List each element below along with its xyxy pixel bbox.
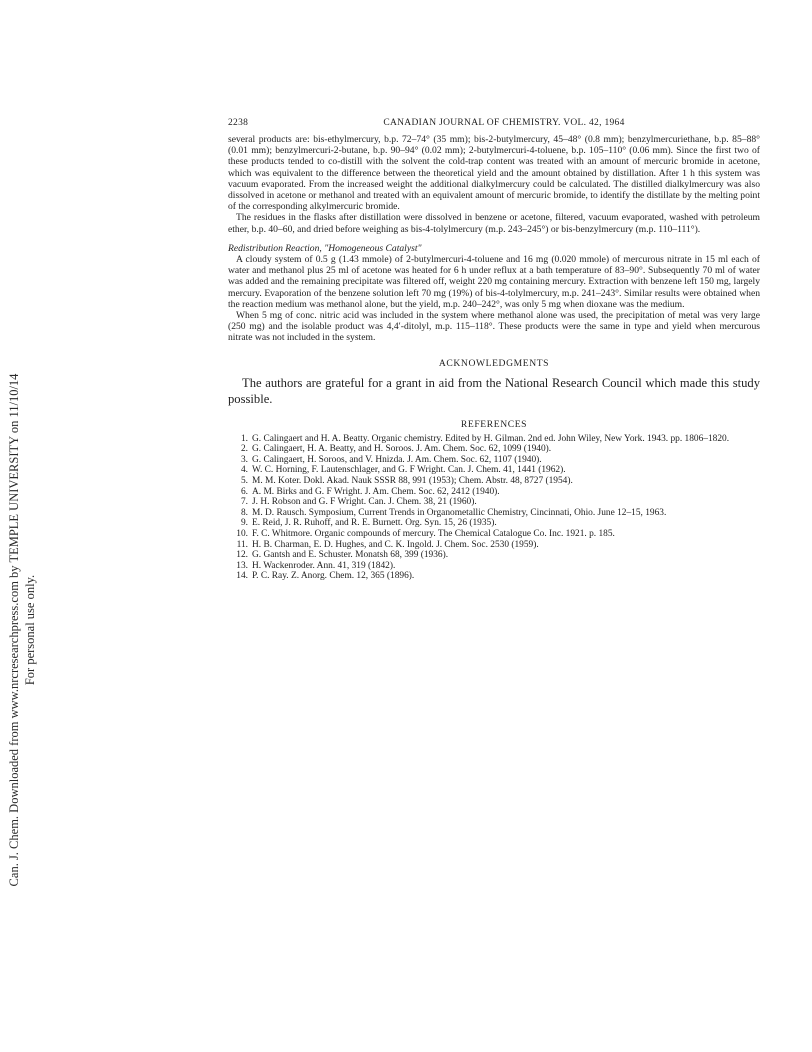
paragraph-residues: The residues in the flasks after distillation were dissolved in benzene or acetone, filtered, vacuum evaporated, washed with petroleum ether, b.p. 40–60, and dried before weighing as bis-4-tolylmercury (m.p. 243–245°) or bis-benzylmercury (m.p. 110–111°). [228,212,760,235]
section-subheading: Redistribution Reaction, "Homogeneous Catalyst" [228,242,422,254]
reference-text: P. C. Ray. Z. Anorg. Chem. 12, 365 (1896). [252,571,415,582]
reference-text: G. Gantsh and E. Schuster. Monatsh 68, 399 (1936). [252,550,449,561]
reference-text: J. H. Robson and G. F Wright. Can. J. Chem. 38, 21 (1960). [252,497,477,508]
reference-text: H. Wackenroder. Ann. 41, 319 (1842). [252,560,396,571]
reference-item [228,540,760,551]
acknowledgments-heading: ACKNOWLEDGMENTS [438,357,550,369]
reference-number: 8. [240,507,248,518]
reference-text: M. D. Rausch. Symposium, Current Trends in Organometallic Chemistry, Cincinnati, Ohio. June 12–15, 1963. [252,507,667,518]
watermark-line-1: Can. J. Chem. Downloaded from www.nrcresearchpress.com by TEMPLE UNIVERSITY on 11/10/14 [7,373,21,887]
reference-item [228,518,760,529]
reference-number: 5. [240,476,248,487]
reference-item [228,455,760,466]
acknowledgments-text: The authors are grateful for a grant in aid from the National Research Council which made this study possible. [228,375,760,406]
reference-text: G. Calingaert, H. A. Beatty, and H. Soroos. J. Am. Chem. Soc. 62, 1099 (1940). [252,444,552,455]
article-page [228,118,760,582]
reference-number: 3. [240,454,248,465]
reference-number: 1. [240,433,248,444]
journal-title: CANADIAN JOURNAL OF CHEMISTRY. VOL. 42, 1964 [383,118,625,128]
reference-item [228,434,760,445]
paragraph-nitric-acid: When 5 mg of conc. nitric acid was included in the system where methanol alone was used, the precipitation of metal was very large (250 mg) and the isolable product was 4,4′-ditolyl, m.p. 115–118°. These products were the same in type and yield when mercurous nitrate was not included in the system. [228,310,760,344]
reference-text: E. Reid, J. R. Ruhoff, and R. E. Burnett. Org. Syn. 15, 26 (1935). [252,518,497,529]
reference-text: H. B. Charman, E. D. Hughes, and C. K. Ingold. J. Chem. Soc. 2530 (1959). [252,539,539,550]
reference-item [228,476,760,487]
reference-item [228,529,760,540]
reference-item [228,444,760,455]
watermark-line-2: For personal use only. [23,574,37,686]
reference-text: F. C. Whitmore. Organic compounds of mercury. The Chemical Catalogue Co. Inc. 1921. p. 185. [252,529,615,539]
paragraph-redistribution: A cloudy system of 0.5 g (1.43 mmole) of 2-butylmercuri-4-toluene and 16 mg (0.020 mmole) of mercurous nitrate in 15 ml each of water and methanol plus 25 ml of acetone was heated for 6 h under reflux at a bath temperature of 83–90°. Subsequently 70 ml of water was added and the remaining precipitate was filtered off, weight 220 mg containing mercury. Extraction with benzene left 150 mg, largely mercury. Evaporation of the benzene solution left 70 mg (19%) of bis-4-tolylmercury, m.p. 241–243°. Similar results were obtained when the reaction medium was methanol alone, but the yield, m.p. 240–242°, was only 5 mg when dioxane was the medium. [228,254,760,310]
reference-text: W. C. Horning, F. Lautenschlager, and G. F Wright. Can. J. Chem. 41, 1441 (1962). [252,465,566,476]
reference-text: G. Calingaert and H. A. Beatty. Organic chemistry. Edited by H. Gilman. 2nd ed. John Wiley, New York. 1943. pp. 1806–1820. [252,433,730,444]
references-heading: REFERENCES [460,418,528,430]
reference-item [228,497,760,508]
reference-item [228,465,760,476]
download-watermark [6,270,40,990]
reference-number: 7. [240,497,248,508]
reference-number: 6. [240,486,248,497]
reference-number: 4. [240,465,248,476]
reference-number: 11. [236,539,248,550]
reference-text: A. M. Birks and G. F Wright. J. Am. Chem. Soc. 62, 2412 (1940). [252,486,500,497]
page-number: 2238 [228,118,249,128]
paragraph-products: several products are: bis-ethylmercury, b.p. 72–74° (35 mm); bis-2-butylmercury, 45–48° (0.8 mm); benzylmercuriethane, b.p. 85–88° (0.01 mm); benzylmercuri-2-butane, b.p. 90–94° (0.02 mm); 2-butylmercuri-4-toluene, b.p. 105–110° (0.06 mm). Since the first two of these products tended to co-distill with the solvent the cold-trap content was treated with an amount of mercuric bromide in acetone, which was equivalent to the difference between the theoretical yield and the amount obtained by distillation. After 1 h this system was vacuum evaporated. From the increased weight the additional dialkylmercury could be calculated. The distilled dialkylmercury was also dissolved in acetone or methanol and treated with an equivalent amount of mercuric bromide, to identify the distillate by the melting point of the corresponding alkylmercuric bromide. [228,134,760,213]
reference-item [228,561,760,572]
reference-item [228,508,760,519]
reference-list [228,434,760,582]
running-header [228,118,760,128]
reference-number: 2. [240,444,248,455]
reference-number: 10. [236,529,248,539]
reference-number: 12. [236,550,248,561]
reference-item [228,550,760,561]
reference-item [228,571,760,582]
reference-number: 13. [236,560,248,571]
reference-text: M. M. Koter. Dokl. Akad. Nauk SSSR 88, 991 (1953); Chem. Abstr. 48, 8727 (1954). [252,476,573,487]
reference-number: 14. [236,571,248,582]
reference-number: 9. [240,518,248,529]
reference-item [228,487,760,498]
reference-text: G. Calingaert, H. Soroos, and V. Hnizda. J. Am. Chem. Soc. 62, 1107 (1940). [252,454,542,465]
